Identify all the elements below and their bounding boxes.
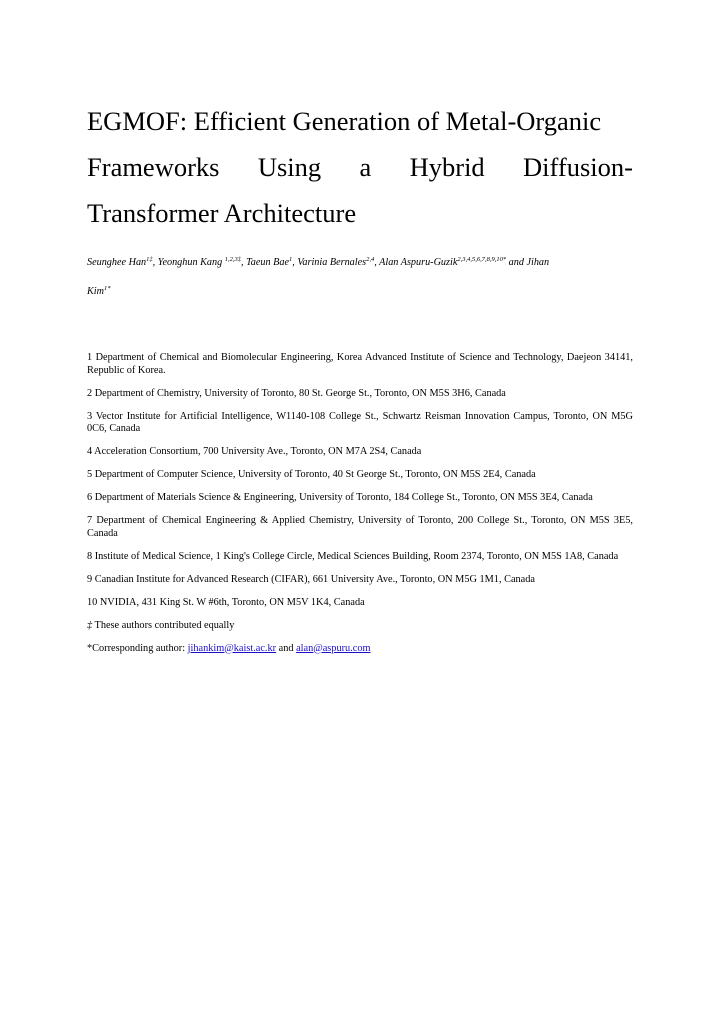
affiliation-item: 6 Department of Materials Science & Engineering, University of Toronto, 184 College St., Toronto, ON M5S 3E4, Canada	[87, 492, 593, 503]
author-affil-sup: 2,3,4,5,6,7,8,9,10*	[457, 256, 507, 263]
author-sep: and Jihan	[506, 257, 550, 268]
title-word: Hybrid	[409, 152, 485, 182]
author-line-1	[87, 248, 633, 277]
affiliation-item: 2 Department of Chemistry, University of Toronto, 80 St. George St., Toronto, ON M5S 3H6, Canada	[87, 387, 506, 399]
affiliation-list	[87, 352, 633, 666]
author-affil-sup: 1*	[103, 285, 111, 292]
author-sep: ,	[292, 257, 298, 268]
author-affil-sup: 1	[288, 256, 293, 263]
title-line-3: Transformer Architecture	[87, 198, 357, 228]
author-name: Varinia Bernales	[297, 257, 367, 268]
corresponding-prefix: *Corresponding author:	[87, 642, 188, 654]
affiliation-item: 9 Canadian Institute for Advanced Research (CIFAR), 661 University Ave., Toronto, ON M5G 1M1, Canada	[87, 573, 535, 585]
author-affil-sup: 1‡	[146, 256, 153, 263]
author-sep: ,	[152, 257, 158, 268]
affiliation-item: 4 Acceleration Consortium, 700 University Ave., Toronto, ON M7A 2S4, Canada	[87, 446, 422, 457]
author-list	[87, 248, 633, 306]
author-name: Kim	[87, 286, 104, 297]
title-line-1: EGMOF: Efficient Generation of Metal-Organic	[87, 106, 602, 136]
title-word: Frameworks	[87, 152, 220, 182]
corresponding-author-note	[87, 643, 633, 656]
title-word: a	[359, 152, 372, 182]
affiliation-item: 1 Department of Chemical and Biomolecular Engineering, Korea Advanced Institute of Science and Technology, Daejeon 34141, Republic of Korea.	[87, 352, 633, 376]
affiliation-item: 10 NVIDIA, 431 King St. W #6th, Toronto, ON M5V 1K4, Canada	[87, 596, 365, 608]
email-link-jihankim[interactable]: jihankim@kaist.ac.kr	[187, 642, 277, 654]
author-name: Seunghee Han	[87, 257, 147, 268]
author-affil-sup: 2,4	[366, 256, 375, 263]
author-sep: ,	[374, 257, 380, 268]
email-link-alan[interactable]: alan@aspuru.com	[296, 642, 371, 654]
author-affil-sup: 1,2,3‡	[224, 256, 241, 263]
double-dagger-symbol: ‡	[87, 619, 93, 631]
title-word: Diffusion-	[523, 152, 633, 182]
author-name: Alan Aspuru-Guzik	[379, 257, 458, 268]
equal-contribution-text: These authors contributed equally	[92, 619, 235, 631]
equal-contribution-note	[87, 620, 633, 633]
author-line-2	[87, 277, 633, 306]
affiliation-item: 7 Department of Chemical Engineering & Applied Chemistry, University of Toronto, 200 College St., Toronto, ON M5S 3E5, Canada	[87, 515, 633, 539]
affiliation-item: 3 Vector Institute for Artificial Intelligence, W1140-108 College St., Schwartz Reisman Innovation Campus, Toronto, ON M5G 0C6, Canada	[87, 410, 633, 434]
paper-title	[87, 98, 633, 236]
title-line-2	[87, 144, 633, 190]
corresponding-joiner: and	[276, 642, 297, 654]
title-word: Using	[257, 152, 322, 182]
author-sep: ,	[240, 257, 247, 268]
affiliation-item: 5 Department of Computer Science, University of Toronto, 40 St George St., Toronto, ON M5S 2E4, Canada	[87, 469, 536, 480]
author-name: Yeonghun Kang	[157, 257, 225, 268]
affiliation-item: 8 Institute of Medical Science, 1 King's College Circle, Medical Sciences Building, Room 2374, Toronto, ON M5S 1A8, Canada	[87, 550, 619, 562]
author-name: Taeun Bae	[246, 257, 289, 268]
